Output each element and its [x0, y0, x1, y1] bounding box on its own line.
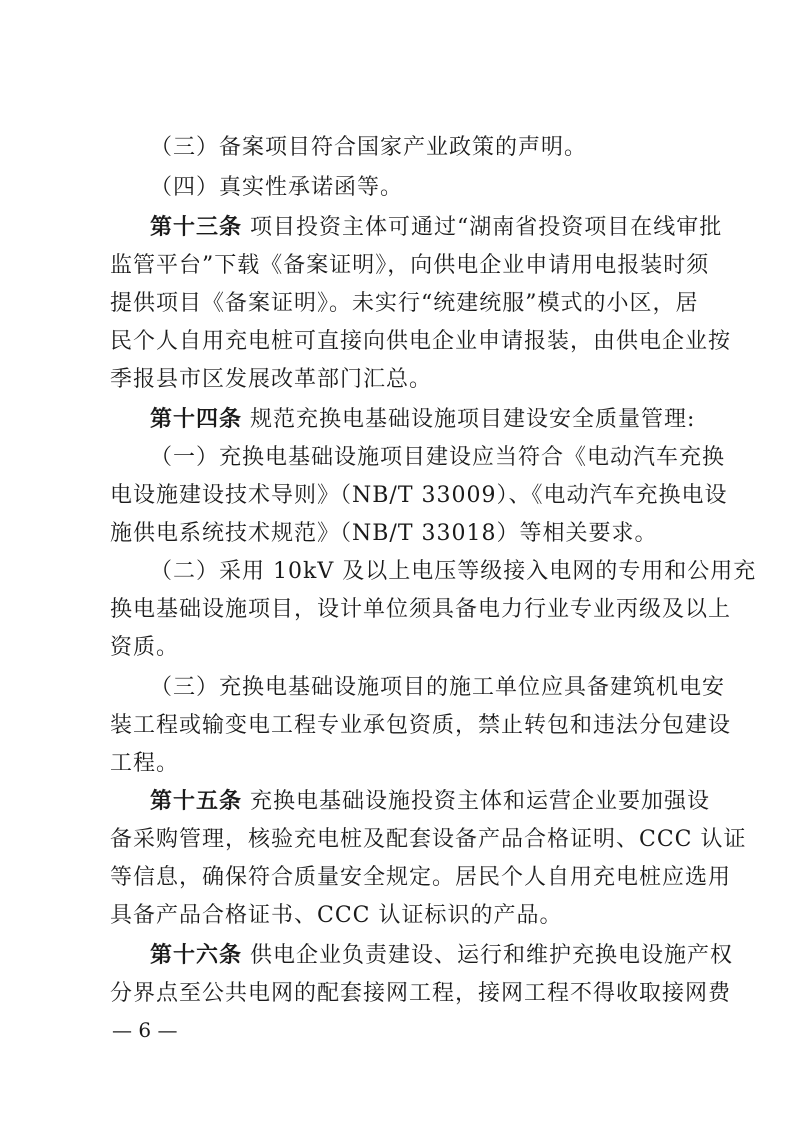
paragraph-line — [110, 825, 747, 855]
paragraph-line — [150, 673, 726, 703]
line-text: 充换电基础设施投资主体和运营企业要加强设 — [250, 789, 711, 814]
line-text: 施供电系统技术规范》（NB/T 33018）等相关要求。 — [110, 521, 658, 546]
paragraph-line — [110, 901, 690, 931]
line-text: （一）充换电基础设施项目建设应当符合《电动汽车充换 — [150, 445, 726, 470]
article-heading: 第十五条 — [150, 789, 243, 814]
line-text: 具备产品合格证书、CCC 认证标识的产品。 — [110, 903, 563, 928]
paragraph-line — [110, 251, 710, 281]
line-text: 工程。 — [110, 751, 180, 776]
article-heading: 第十六条 — [150, 943, 243, 968]
line-text: 监管平台”下载《备案证明》，向供电企业申请用电报装时须 — [110, 253, 710, 278]
line-text: 装工程或输变电工程专业承包资质，禁止转包和违法分包建设 — [110, 713, 732, 738]
paragraph-line — [110, 519, 690, 549]
line-text: （四）真实性承诺函等。 — [150, 175, 404, 200]
paragraph-line — [110, 595, 732, 625]
article-heading: 第十四条 — [150, 407, 243, 432]
article-16-first-line — [150, 941, 734, 971]
paragraph-line — [110, 481, 728, 511]
line-text: 备采购管理，核验充电桩及配套设备产品合格证明、CCC 认证 — [110, 827, 747, 852]
paragraph-line — [110, 749, 690, 779]
article-14-first-line — [150, 405, 696, 435]
item-four-line — [150, 173, 690, 203]
article-heading: 第十三条 — [150, 215, 243, 240]
article-15-first-line — [150, 787, 711, 817]
paragraph-line — [110, 863, 732, 893]
line-text: 换电基础设施项目，设计单位须具备电力行业专业丙级及以上 — [110, 597, 732, 622]
line-text: 规范充换电基础设施项目建设安全质量管理: — [250, 407, 696, 432]
article-13-first-line — [150, 213, 723, 243]
paragraph-line — [110, 327, 732, 357]
line-text: 项目投资主体可通过“湖南省投资项目在线审批 — [250, 215, 723, 240]
line-text: 电设施建设技术导则》（NB/T 33009）、《电动汽车充换电设 — [110, 483, 728, 508]
line-text: 民个人自用充电桩可直接向供电企业申请报装，由供电企业按 — [110, 329, 732, 354]
line-text: （三）充换电基础设施项目的施工单位应具备建筑机电安 — [150, 675, 726, 700]
line-text: 季报县市区发展改革部门汇总。 — [110, 367, 433, 392]
line-text: 分界点至公共电网的配套接网工程，接网工程不得收取接网费 — [110, 981, 732, 1006]
line-text: （三）备案项目符合国家产业政策的声明。 — [150, 135, 588, 160]
line-text: 提供项目《备案证明》。未实行“统建统服”模式的小区，居 — [110, 291, 699, 316]
paragraph-line — [110, 633, 690, 663]
line-text: 资质。 — [110, 635, 180, 660]
page-number: — 6 — — [112, 1018, 178, 1042]
line-text: 等信息，确保符合质量安全规定。居民个人自用充电桩应选用 — [110, 865, 732, 890]
line-text: （二）采用 10kV 及以上电压等级接入电网的专用和公用充 — [150, 559, 757, 584]
line-text: 供电企业负责建设、运行和维护充换电设施产权 — [250, 943, 734, 968]
paragraph-line — [110, 289, 699, 319]
paragraph-line — [110, 979, 732, 1009]
paragraph-line — [150, 443, 726, 473]
paragraph-line — [110, 365, 690, 395]
item-three-line — [150, 133, 690, 163]
paragraph-line — [150, 557, 757, 587]
paragraph-line — [110, 711, 732, 741]
